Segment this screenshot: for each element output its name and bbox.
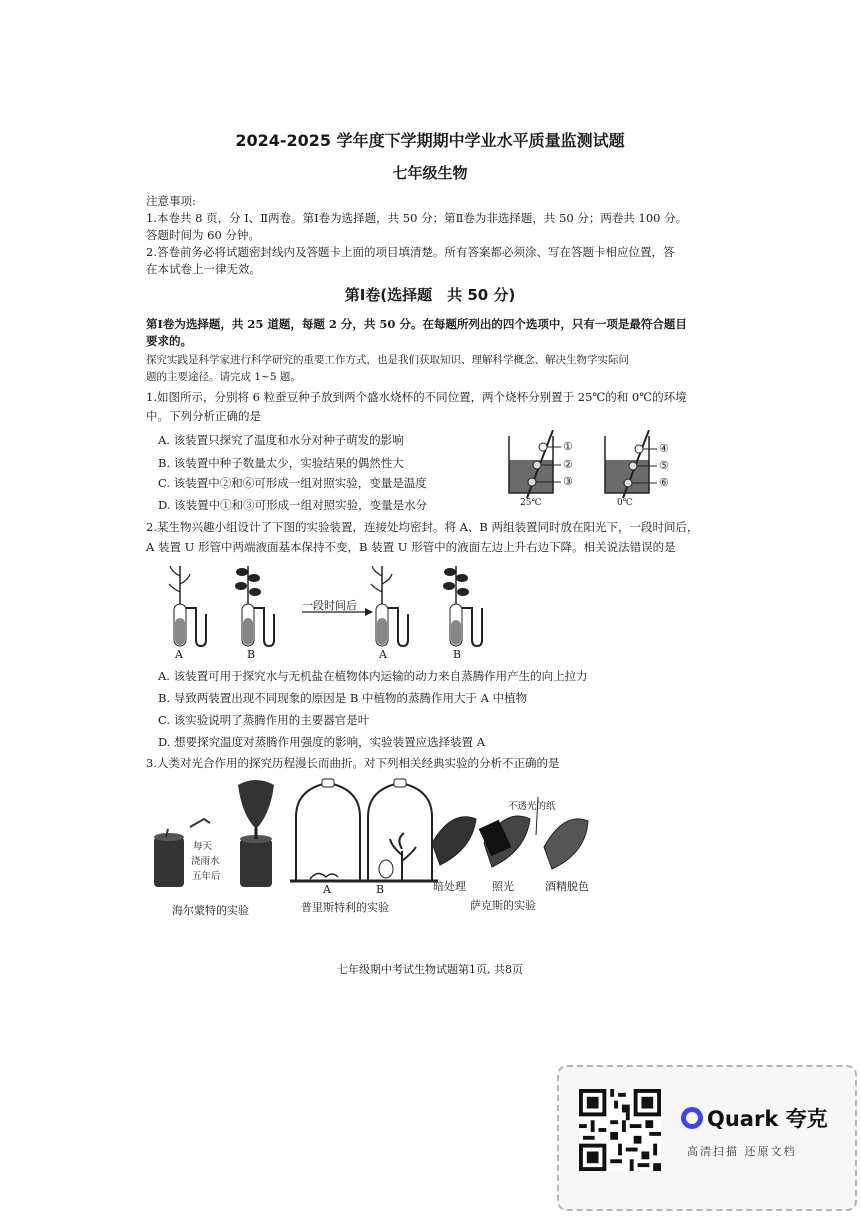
q2-option-a: A. 该装置可用于探究水与无机盐在植物体内运输的动力来自蒸腾作用产生的向上拉力 <box>158 669 588 683</box>
notes-item-2-line-2: 在本试卷上一律无效。 <box>146 262 261 276</box>
seed-label-1: ① <box>563 440 573 453</box>
seed-label-2: ② <box>563 458 573 471</box>
q2-arrow-label: 一段时间后 <box>302 599 357 612</box>
q1-stem-line-1: 1.如图所示，分别将 6 粒蚕豆种子放到两个盛水烧杯的不同位置，两个烧杯分别置于 25℃的和 0℃的环境 <box>146 390 687 404</box>
notes-item-2-line-1: 2.答卷前务必将试题密封线内及答题卡上面的项目填清楚。所有答案都必须涂、写在答题卡相应位置，答 <box>146 245 675 259</box>
priestley-experiment <box>290 779 438 881</box>
sachs-paper-label: 不透光的纸 <box>508 801 556 812</box>
helmont-caption: 海尔蒙特的实验 <box>172 904 249 917</box>
section-title: 第Ⅰ卷(选择题 共 50 分) <box>344 286 516 304</box>
q1-option-a: A. 该装置只探究了温度和水分对种子萌发的影响 <box>158 433 404 447</box>
temp-label-25: 25℃ <box>520 498 542 508</box>
quark-slogan: 高清扫描 还原文档 <box>687 1145 797 1158</box>
notes-heading: 注意事项: <box>146 194 196 208</box>
quark-brand-text: Quark 夸克 <box>707 1107 828 1131</box>
sachs-step-3: 酒精脱色 <box>545 880 589 893</box>
sachs-caption: 萨克斯的实验 <box>470 899 536 912</box>
quark-watermark <box>557 1065 857 1211</box>
q2-stem-line-2: A 装置 U 形管中两端液面基本保持不变，B 装置 U 形管中的液面左边上升右边下降。相关说法错误的是 <box>146 540 676 554</box>
apparatus-a-after <box>371 566 408 646</box>
qr-code-icon <box>579 1089 661 1171</box>
beaker-25c <box>509 430 561 498</box>
helmont-note-3: 五年后 <box>192 871 221 882</box>
intro-line-1: 探究实践是科学家进行科学研究的重要工作方式，也是我们获取知识、理解科学概念、解决生物学实际问 <box>146 354 629 366</box>
q3-stem: 3.人类对光合作用的探究历程漫长而曲折。对下列相关经典实验的分析不正确的是 <box>146 756 560 770</box>
q1-option-d: D. 该装置中①和③可形成一组对照实验，变量是水分 <box>158 498 428 512</box>
q2-option-c: C. 该实验说明了蒸腾作用的主要器官是叶 <box>158 713 370 727</box>
page-title: 2024-2025 学年度下学期期中学业水平质量监测试题 <box>235 131 625 150</box>
page-subtitle: 七年级生物 <box>392 164 468 182</box>
q2-stem-line-1: 2.某生物兴趣小组设计了下图的实验装置，连接处均密封。将 A、B 两组装置同时放在阳光下，一段时间后， <box>146 520 699 534</box>
helmont-note-2: 浇雨水 <box>191 856 220 867</box>
q1-option-c: C. 该装置中②和⑥可形成一组对照实验，变量是温度 <box>158 476 427 490</box>
quark-brand <box>681 1103 828 1133</box>
q2-label-a-before: A <box>175 648 183 661</box>
q1-option-b: B. 该装置中种子数量太少，实验结果的偶然性大 <box>158 456 404 470</box>
apparatus-b-after <box>443 566 482 646</box>
section-instruction-line-1: 第Ⅰ卷为选择题，共 25 道题，每题 2 分，共 50 分。在每题所列出的四个选项中，只有一项是最符合题目 <box>146 317 687 331</box>
notes-item-1-line-1: 1.本卷共 8 页，分 Ⅰ、Ⅱ两卷。第Ⅰ卷为选择题，共 50 分；第Ⅱ卷为非选择题，共 50 分；两卷共 100 分。 <box>146 211 688 225</box>
notes-item-1-line-2: 答题时间为 60 分钟。 <box>146 228 260 242</box>
q2-label-b-after: B <box>453 648 462 661</box>
beaker-0c <box>605 430 657 498</box>
seed-label-5: ⑤ <box>659 459 669 472</box>
q2-label-b-before: B <box>247 648 256 661</box>
q2-option-d: D. 想要探究温度对蒸腾作用强度的影响，实验装置应选择装置 A <box>158 735 486 749</box>
seed-label-4: ④ <box>659 442 669 455</box>
quark-logo-icon <box>681 1107 703 1129</box>
page-footer: 七年级期中考试生物试题第1页, 共8页 <box>337 963 523 976</box>
apparatus-b-before <box>235 566 274 646</box>
q2-option-b: B. 导致两装置出现不同现象的原因是 B 中植物的蒸腾作用大于 A 中植物 <box>158 691 528 705</box>
priestley-caption: 普里斯特利的实验 <box>301 901 389 914</box>
priestley-label-a: A <box>323 883 331 896</box>
section-instruction-line-2: 要求的。 <box>146 334 192 348</box>
sachs-step-2: 照光 <box>492 880 514 893</box>
helmont-note-1: 每天 <box>193 841 213 852</box>
temp-label-0: 0℃ <box>617 498 633 508</box>
intro-line-2: 题的主要途径。请完成 1~5 题。 <box>146 371 301 383</box>
q2-label-a-after: A <box>379 648 387 661</box>
apparatus-a-before <box>169 566 206 646</box>
seed-label-3: ③ <box>563 475 573 488</box>
seed-label-6: ⑥ <box>659 476 669 489</box>
sachs-step-1: 暗处理 <box>433 880 466 893</box>
q1-stem-line-2: 中。下列分析正确的是 <box>146 409 261 423</box>
priestley-label-b: B <box>376 883 385 896</box>
